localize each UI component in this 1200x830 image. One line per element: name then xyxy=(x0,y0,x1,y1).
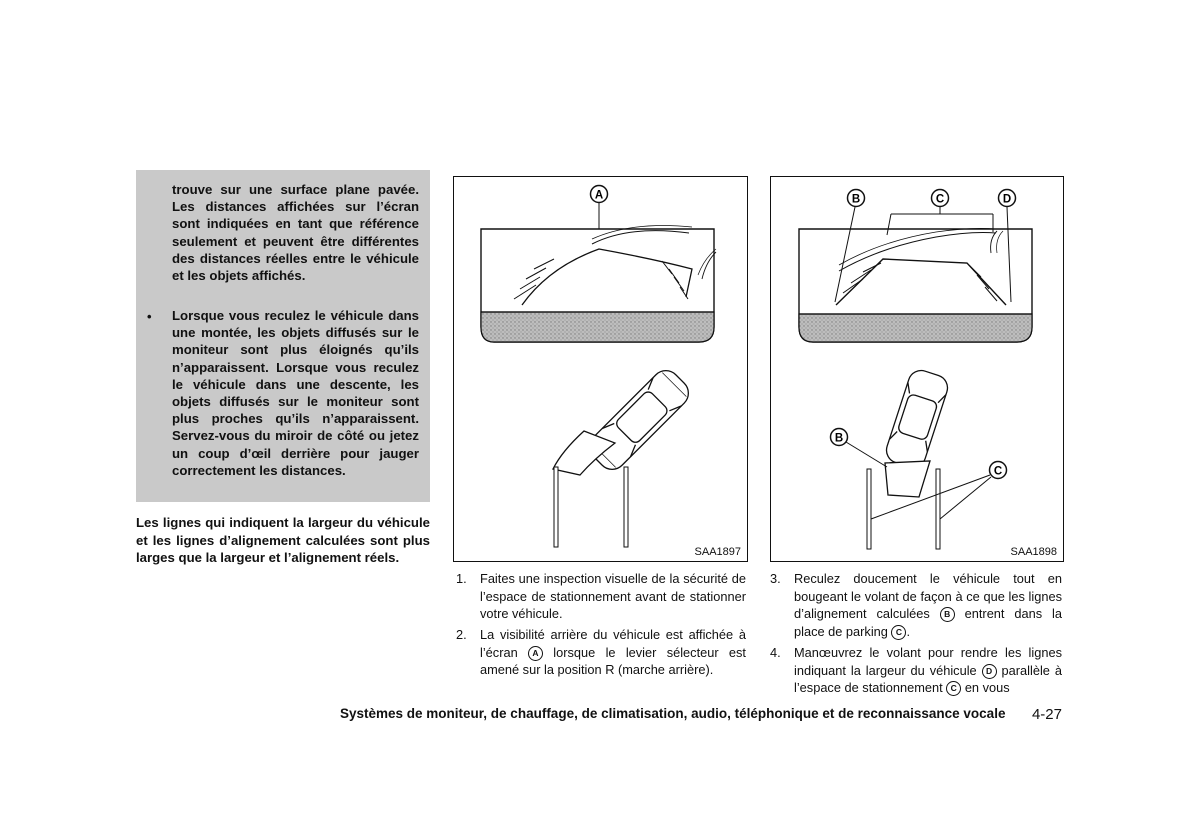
step-1-number: 1. xyxy=(456,571,467,586)
page-footer xyxy=(340,706,1062,721)
figure-a-code: SAA1897 xyxy=(694,546,741,558)
figure-rear-view-a xyxy=(453,176,748,562)
ref-a-icon: A xyxy=(528,646,543,661)
step-1-text: Faites une inspection visuelle de la sécurité de l’espace de stationnement avant de stationner votre véhicule. xyxy=(480,571,746,621)
bold-note-paragraph: Les lignes qui indiquent la largeur du véhicule et les lignes d’alignement calculées sont plus larges que la largeur et l’alignement réels. xyxy=(136,515,430,565)
ref-d-icon: D xyxy=(982,664,997,679)
step-2-text: La visibilité arrière du véhicule est affichée à l’écran A lorsque le levier sélecteur est amené sur la position R (marche arrière). xyxy=(480,627,746,677)
figure-b-code: SAA1898 xyxy=(1010,546,1057,558)
ref-c-icon: C xyxy=(891,625,906,640)
step-4-text: Manœuvrez le volant pour rendre les lignes indiquant la largeur du véhicule D parallèle à l’espace de stationnement C en vous xyxy=(794,645,1062,695)
callout-a: A xyxy=(594,189,604,202)
callout-c-top: C xyxy=(935,193,945,206)
step-4-number: 4. xyxy=(770,645,781,660)
page-number: 4-27 xyxy=(1031,706,1062,723)
warning-bullet-text: Lorsque vous reculez le véhicule dans une montée, les objets diffusés sur le moniteur sont plus éloignés qu’ils n’apparaissent. Lorsque vous reculez le véhicule dans une descente, les objets diffusés sur le moniteur sont plus proches qu’ils n’apparaissent. Servez-vous du miroir de côté ou jetez un coup d’œil derrière pour jauger correctement les distances. xyxy=(172,308,419,478)
figure-rear-view-b xyxy=(770,176,1064,562)
warning-continuation-text: trouve sur une surface plane pavée. Les distances affichées sur l’écran sont indiquées en tant que référence seulement et peuvent être différentes des distances réelles entre le véhicule et les objets affichés. xyxy=(172,182,419,284)
ref-b-icon: B xyxy=(940,607,955,622)
figure-b-drawing xyxy=(771,177,1063,561)
step-3-number: 3. xyxy=(770,571,781,586)
step-2-number: 2. xyxy=(456,627,467,642)
footer-section-title: Systèmes de moniteur, de chauffage, de climatisation, audio, téléphonique et de reconnaissance vocale xyxy=(340,706,1006,721)
ref-c-icon: C xyxy=(946,681,961,696)
callout-b-top: B xyxy=(851,193,861,206)
step-3-text: Reculez doucement le véhicule tout en bougeant le volant de façon à ce que les lignes d’alignement calculées B entrent dans la place de parking C . xyxy=(794,571,1062,639)
callout-c-bottom: C xyxy=(993,465,1003,478)
callout-b-bottom: B xyxy=(834,432,844,445)
figure-a-drawing xyxy=(454,177,747,561)
callout-d: D xyxy=(1002,193,1012,206)
bullet-icon: • xyxy=(147,309,152,324)
